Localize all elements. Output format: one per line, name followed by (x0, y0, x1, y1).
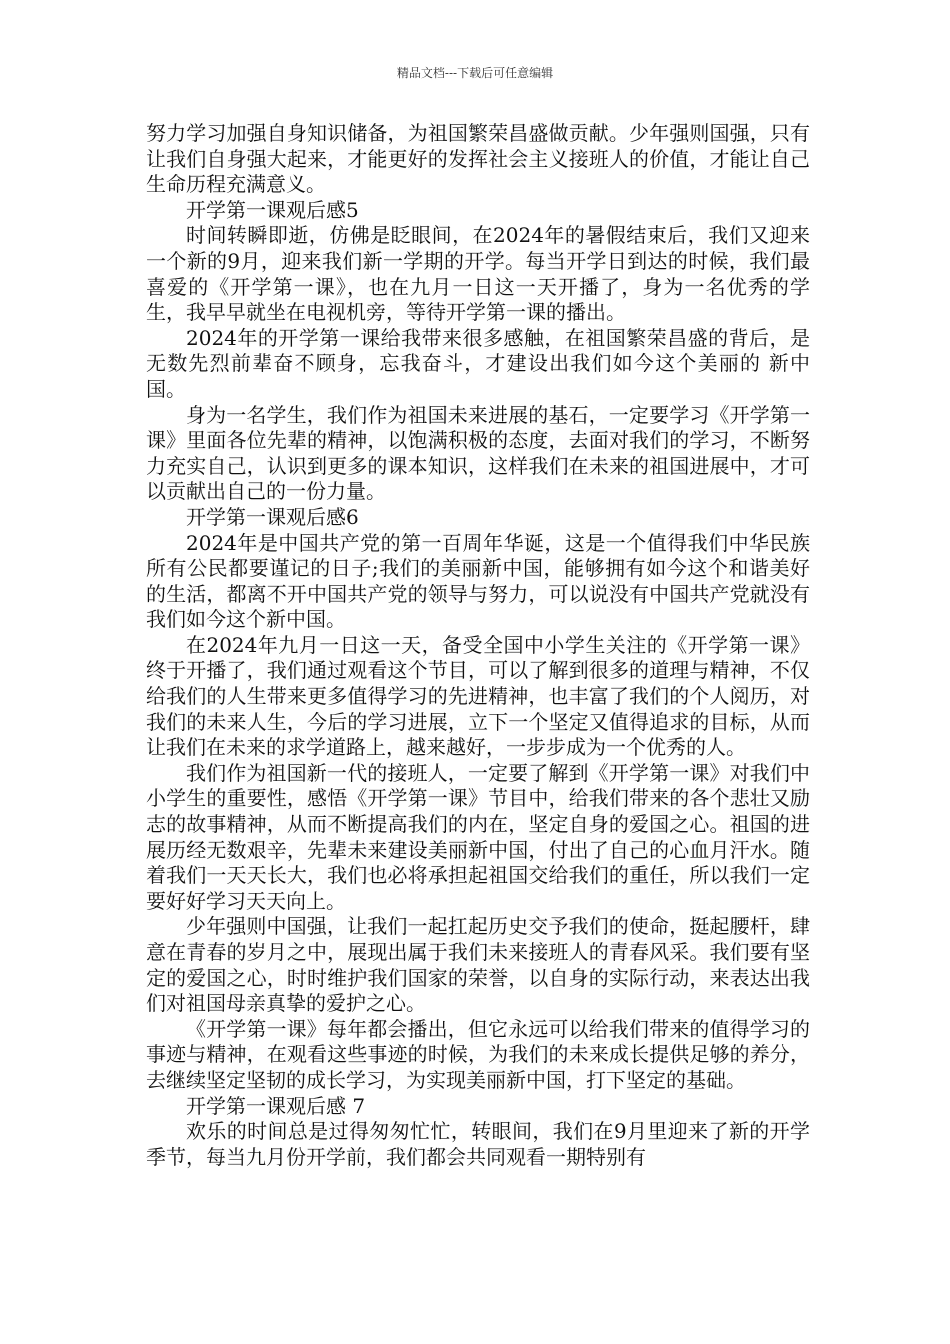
paragraph: 欢乐的时间总是过得匆匆忙忙，转眼间，我们在9月里迎来了新的开学季节，每当九月份开学前，我们都会共同观看一期特别有 (146, 1119, 810, 1169)
paragraph: 时间转瞬即逝，仿佛是眨眼间，在2024年的暑假结束后，我们又迎来一个新的9月，迎来我们新一学期的开学。每当开学日到达的时候，我们最喜爱的《开学第一课》，也在九月一日这一天开播了，身为一名优秀的学生，我早早就坐在电视机旁，等待开学第一课的播出。 (146, 223, 810, 325)
paragraph: 2024年是中国共产党的第一百周年华诞，这是一个值得我们中华民族所有公民都要谨记的日子;我们的美丽新中国，能够拥有如今这个和谐美好的生活，都离不开中国共产党的领导与努力，可以说没有中国共产党就没有我们如今这个新中国。 (146, 530, 810, 632)
section-heading: 开学第一课观后感5 (186, 197, 359, 222)
paragraph: 身为一名学生，我们作为祖国未来进展的基石，一定要学习《开学第一课》里面各位先辈的精神，以饱满积极的态度，去面对我们的学习，不断努力充实自己，认识到更多的课本知识，这样我们在未来的祖国进展中，才可以贡献出自己的一份力量。 (146, 402, 810, 504)
paragraph: 努力学习加强自身知识储备，为祖国繁荣昌盛做贡献。少年强则国强，只有让我们自身强大起来，才能更好的发挥社会主义接班人的价值，才能让自己生命历程充满意义。 (146, 121, 810, 197)
page-header: 精品文档---下载后可任意编辑 (396, 66, 554, 80)
section-heading: 开学第一课观后感6 (186, 504, 359, 529)
section-heading: 开学第一课观后感 7 (186, 1093, 366, 1118)
paragraph: 在2024年九月一日这一天，备受全国中小学生关注的《开学第一课》终于开播了，我们通过观看这个节目，可以了解到很多的道理与精神，不仅给我们的人生带来更多值得学习的先进精神，也丰富了我们的个人阅历，对我们的未来人生，今后的学习进展，立下一个坚定又值得追求的目标，从而让我们在未来的求学道路上，越来越好，一步步成为一个优秀的人。 (146, 632, 810, 760)
paragraph: 《开学第一课》每年都会播出，但它永远可以给我们带来的值得学习的事迹与精神，在观看这些事迹的时候，为我们的未来成长提供足够的养分，去继续坚定坚韧的成长学习，为实现美丽新中国，打下坚定的基础。 (146, 1016, 810, 1092)
paragraph: 2024年的开学第一课给我带来很多感触，在祖国繁荣昌盛的背后，是无数先烈前辈奋不顾身，忘我奋斗，才建设出我们如今这个美丽的 新中国。 (146, 325, 810, 401)
document-body (146, 121, 810, 1170)
paragraph: 我们作为祖国新一代的接班人，一定要了解到《开学第一课》对我们中小学生的重要性，感悟《开学第一课》节目中，给我们带来的各个悲壮又励志的故事精神，从而不断提高我们的内在，坚定自身的爱国之心。祖国的进展历经无数艰辛，先辈未来建设美丽新中国，付出了自己的心血月汗水。随着我们一天天长大，我们也必将承担起祖国交给我们的重任，所以我们一定要好好学习天天向上。 (146, 760, 810, 913)
paragraph: 少年强则中国强，让我们一起扛起历史交予我们的使命，挺起腰杆，肆意在青春的岁月之中，展现出属于我们未来接班人的青春风采。我们要有坚定的爱国之心，时时维护我们国家的荣誉，以自身的实际行动，来表达出我们对祖国母亲真挚的爱护之心。 (146, 914, 810, 1016)
